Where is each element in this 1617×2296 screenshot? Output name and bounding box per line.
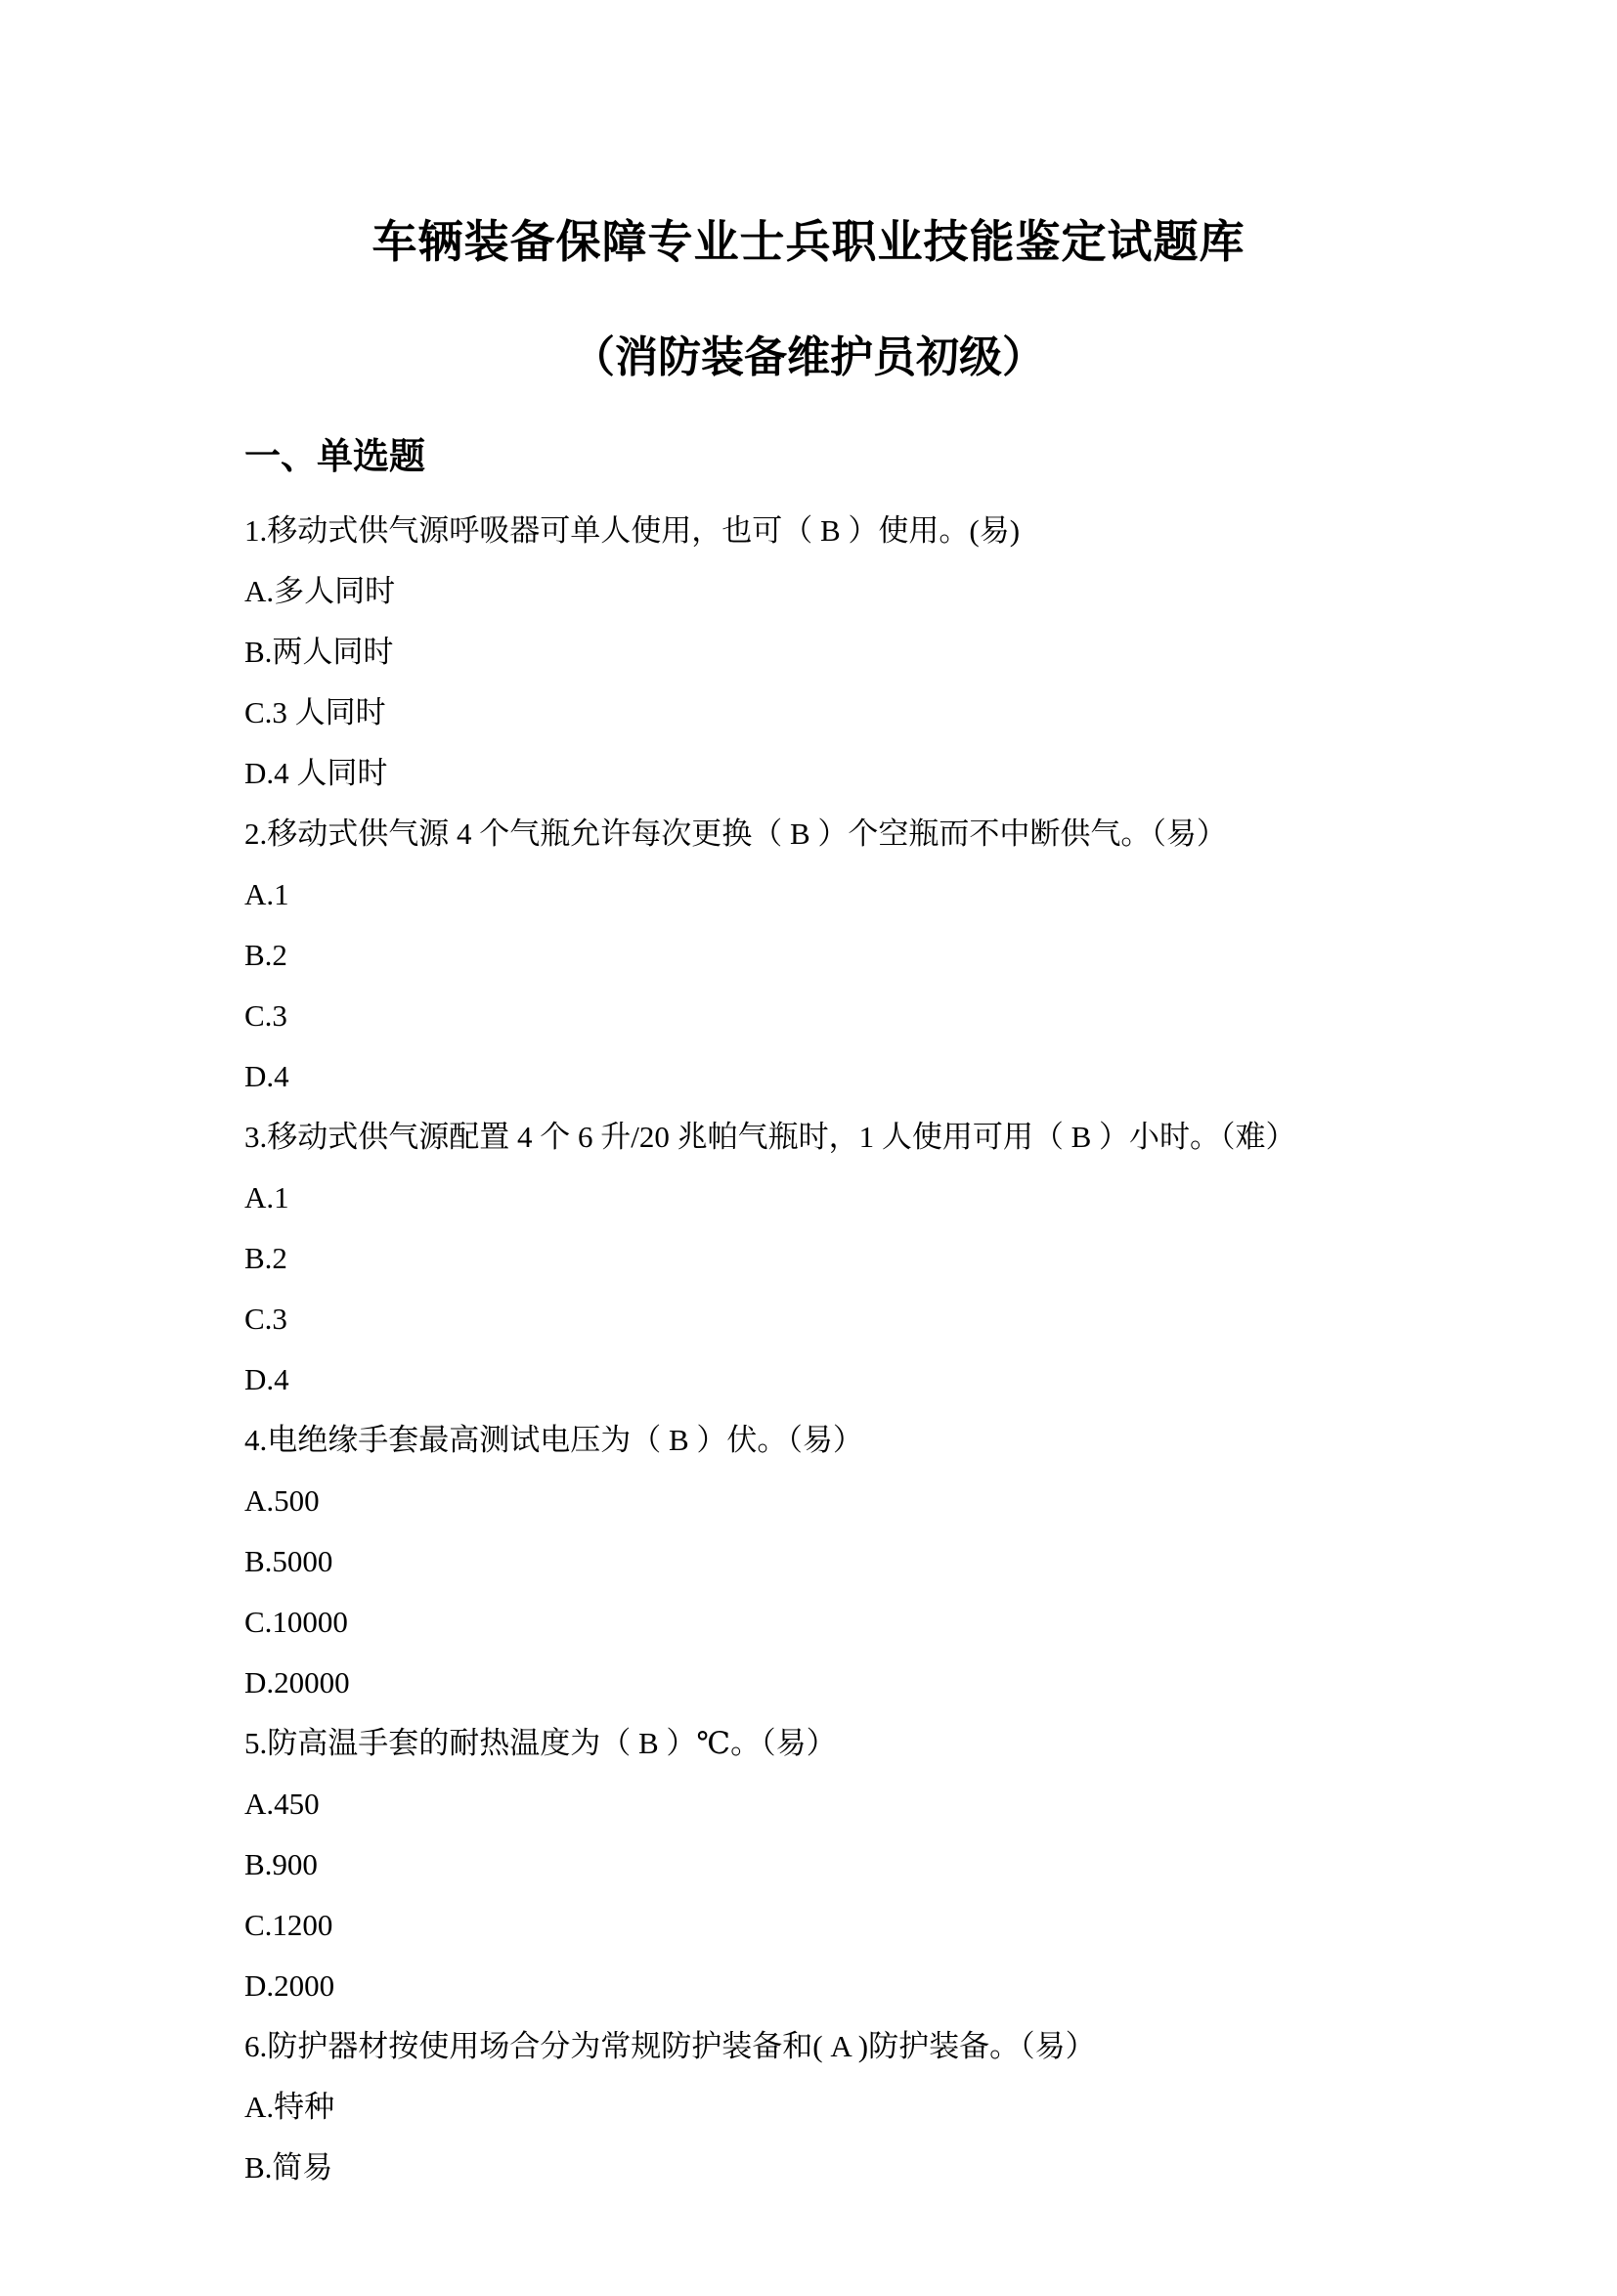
option-c: C.1200 — [244, 1908, 333, 1942]
question-block-2 — [244, 804, 1373, 1107]
question-block-4 — [244, 1410, 1373, 1713]
question-text: 3.移动式供气源配置 4 个 6 升/20 兆帕气瓶时，1 人使用可用（ B ）小时。（难） — [244, 1120, 1296, 1154]
question-block-1 — [244, 501, 1373, 804]
option-c: C.10000 — [244, 1605, 348, 1639]
option-a: A.特种 — [244, 2090, 335, 2124]
question-block-6 — [244, 2016, 1373, 2198]
option-d: D.4 人同时 — [244, 756, 388, 790]
question-text: 1.移动式供气源呼吸器可单人使用，也可（ B ）使用。(易) — [244, 513, 1021, 548]
option-d: D.20000 — [244, 1665, 350, 1700]
document-subtitle: （消防装备维护员初级） — [572, 333, 1045, 381]
option-c: C.3 — [244, 1302, 287, 1336]
option-a: A.500 — [244, 1483, 320, 1518]
question-text: 5.防高温手套的耐热温度为（ B ）℃。（易） — [244, 1726, 837, 1760]
option-b: B.两人同时 — [244, 635, 394, 669]
option-c: C.3 人同时 — [244, 695, 386, 729]
option-a: A.多人同时 — [244, 574, 396, 608]
document-title: 车辆装备保障专业士兵职业技能鉴定试题库 — [371, 217, 1246, 267]
option-a: A.1 — [244, 1180, 289, 1214]
question-block-3 — [244, 1107, 1373, 1410]
option-d: D.4 — [244, 1059, 289, 1093]
question-text: 2.移动式供气源 4 个气瓶允许每次更换（ B ）个空瓶而不中断供气。（易） — [244, 817, 1227, 851]
option-a: A.1 — [244, 877, 289, 911]
option-b: B.2 — [244, 938, 287, 972]
option-d: D.2000 — [244, 1968, 335, 2003]
section-heading-single-choice: 一、单选题 — [244, 436, 425, 476]
option-b: B.简易 — [244, 2150, 333, 2185]
option-b: B.900 — [244, 1847, 318, 1881]
question-text: 4.电绝缘手套最高测试电压为（ B ）伏。（易） — [244, 1423, 863, 1457]
option-d: D.4 — [244, 1362, 289, 1396]
question-block-5 — [244, 1713, 1373, 2016]
option-b: B.5000 — [244, 1544, 333, 1578]
question-text: 6.防护器材按使用场合分为常规防护装备和( A )防护装备。（易） — [244, 2029, 1096, 2063]
option-c: C.3 — [244, 998, 287, 1033]
option-a: A.450 — [244, 1787, 320, 1821]
option-b: B.2 — [244, 1241, 287, 1275]
